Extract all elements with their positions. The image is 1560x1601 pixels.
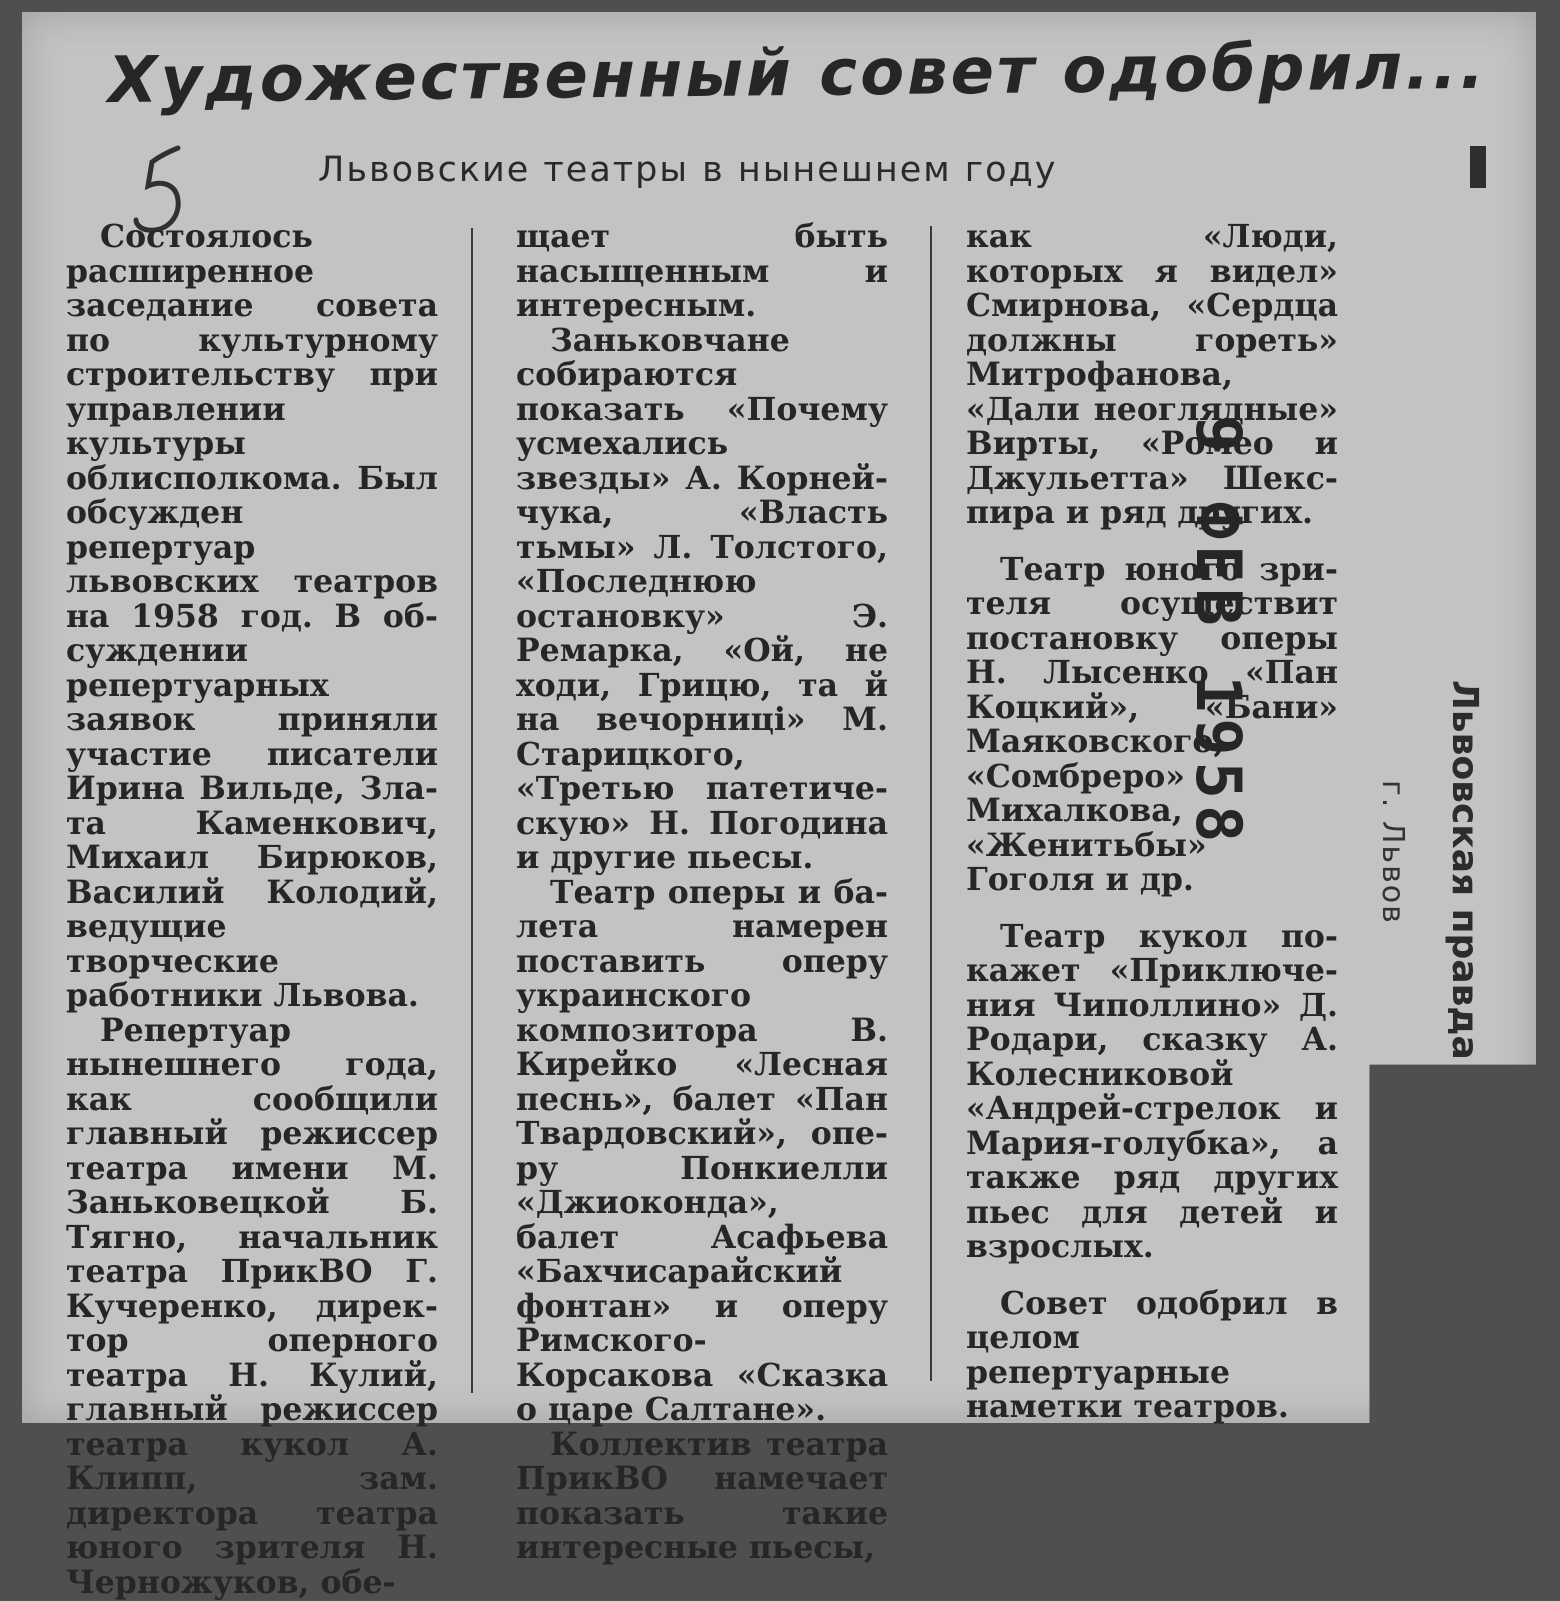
article-column-1 <box>66 220 438 1600</box>
paragraph: щает быть насыщенным и интересным. <box>516 218 888 324</box>
paragraph: Театр юного зрителя осуществит постановку оперы Н. Лысенко «Пан Коцкий», «Бани» Маяковского, «Сомбреро» Михалкова, «Женитьбы» Гоголя и др. <box>966 550 1338 898</box>
column-divider <box>471 228 473 1393</box>
paragraph: Коллектив театра ПрикВО намечает показать такие интересные пьесы, <box>516 1425 888 1566</box>
paragraph: Репертуар нынешнего года, как сообщили главный режиссер театра имени М. Заньковецкой Б. Тягно, начальник театра ПрикВО Г. Кучеренко, директор оперного театра Н. Кулий, главный режиссер театра кукол А. Клипп, зам. директора театра юного зрителя Н. Черножуков, обе- <box>66 1011 438 1601</box>
paragraph: Театр оперы и балета намерен поставить оперу украинского композитора В. Кирейко «Лесная песнь», балет «Пан Твардовский», оперу Понкиелли «Джиоконда», балет Асафьева «Бахчисарайский фонтан» и оперу Римского-Корсакова «Сказка о царе Салтане». <box>516 873 888 1428</box>
paragraph: Театр кукол покажет «Приключения Чиполлино» Д. Родари, сказку А. Колесниковой «Андрей-стрелок и Мария-голубка», а также ряд других пьес для детей и взрослых. <box>966 917 1338 1265</box>
headline: Художественный совет одобрил... <box>107 29 1488 119</box>
paragraph: Совет одобрил в целом репертуарные наметки театров. <box>966 1284 1338 1425</box>
paragraph: как «Люди, которых я видел» Смирнова, «Сердца должны гореть» Митрофанова, «Дали неоглядные» Вирты, «Ромео и Джульетта» Шекспира и ряд других. <box>966 218 1338 531</box>
source-city: г. Львов <box>1375 780 1410 925</box>
article-column-2 <box>516 220 888 1566</box>
article-column-3 <box>966 220 1338 1425</box>
paragraph: Заньковчане собираются показать «Почему усмехались звезды» А. Корнейчука, «Власть тьмы» Л. Толстого, «Последнюю остановку» Э. Ремарка, «Ой, не ходи, Грицю, та й на вечорниці» М. Старицкого, «Третью патетическую» Н. Погодина и другие пьесы. <box>516 321 888 876</box>
stamp-dash <box>1470 146 1486 188</box>
source-newspaper-name: Львовская правда <box>1444 680 1485 1060</box>
subheadline: Львовские театры в нынешнем году <box>318 150 1058 190</box>
paragraph: Состоялось расширенное заседание совета по культурному строительству при управлении культуры облисполкома. Был обсужден репертуар львовских театров на 1958 год. В обсуждении репертуарных заявок приняли участие писатели Ирина Вильде, Злата Каменкович, Михаил Бирюков, Василий Колодий, ведущие творческие работники Львова. <box>66 218 438 1014</box>
column-divider <box>930 226 932 1381</box>
date-stamp: 9 ФЕВ 1958 <box>1182 415 1255 849</box>
